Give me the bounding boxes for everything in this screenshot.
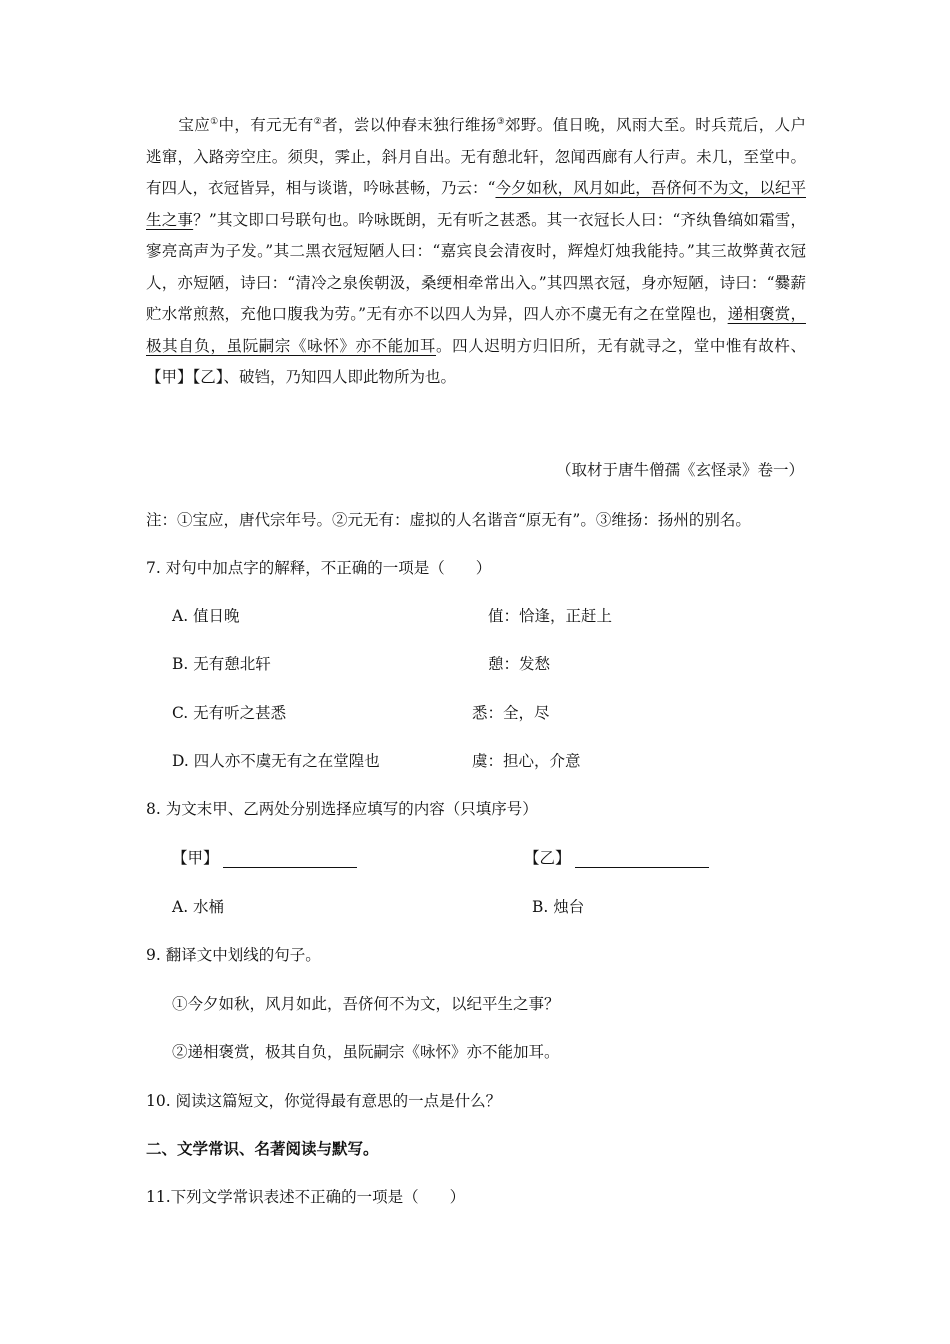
q7-option-d[interactable]: D. 四人亦不虞无有之在堂隍也 bbox=[172, 752, 380, 770]
question-11-stem: 11.下列文学常识表述不正确的一项是（ ） bbox=[146, 1188, 466, 1206]
annotation-note: 注：①宝应，唐代宗年号。②元无有：虚拟的人名谐音“原无有”。③维扬：扬州的别名。 bbox=[146, 511, 751, 529]
underlined-sentence-1: 今夕如秋，风月如此，吾侪何不为文，以纪平生之事 bbox=[146, 179, 806, 229]
q7-option-a-def: 值：恰逢，正赶上 bbox=[488, 607, 613, 625]
q8-yi-field[interactable] bbox=[524, 846, 709, 868]
q9-sentence-1: ①今夕如秋，风月如此，吾侪何不为文，以纪平生之事？ bbox=[172, 995, 560, 1013]
passage-text: 。四人迟明方归旧所，无有就寻之，堂中惟有故杵、【甲】【乙】、破铛，乃知四人即此物所为也。 bbox=[146, 336, 806, 386]
underlined-sentence-2: 递相褒赏，极其自负，虽阮嗣宗《咏怀》亦不能加耳 bbox=[146, 305, 806, 355]
q9-sentence-2: ②递相褒赏，极其自负，虽阮嗣宗《咏怀》亦不能加耳。 bbox=[172, 1043, 560, 1061]
q7-option-b[interactable]: B. 无有憩北轩 bbox=[172, 655, 271, 673]
passage-text: 者，尝以仲春末独行维扬 bbox=[322, 116, 497, 134]
q8-jia-blank[interactable] bbox=[223, 851, 357, 868]
passage bbox=[146, 110, 806, 394]
passage-text: 宝应 bbox=[178, 116, 211, 134]
question-8-stem: 8. 为文末甲、乙两处分别选择应填写的内容（只填序号） bbox=[146, 800, 538, 818]
q8-option-a[interactable]: A. 水桶 bbox=[172, 898, 225, 916]
q8-yi-blank[interactable] bbox=[575, 851, 709, 868]
question-9-stem: 9. 翻译文中划线的句子。 bbox=[146, 946, 321, 964]
footnote-marker: ③ bbox=[496, 116, 505, 127]
q8-jia-label: 【甲】 bbox=[172, 849, 219, 867]
passage-text: 中，有元无有 bbox=[218, 116, 314, 134]
passage-text: ？”其文即口号联句也。吟咏既朗，无有听之甚悉。其一衣冠长人曰：“齐纨鲁缟如霜雪，寥亮高声为子发。”其二黑衣冠短陋人曰：“嘉宾良会清夜时，辉煌灯烛我能持。”其三故弊黄衣冠人，亦短陋，诗曰：“清冷之泉俟朝汲，桑绠相牵常出入。”其四黑衣冠，身亦短陋，诗曰：“爨薪贮水常煎熬，充他口腹我为劳。”无有亦不以四人为异，四人亦不虞无有之在堂隍也， bbox=[146, 210, 806, 323]
question-7-stem: 7. 对句中加点字的解释，不正确的一项是（ ） bbox=[146, 559, 492, 577]
q8-option-b[interactable]: B. 烛台 bbox=[532, 898, 585, 916]
source-citation: （取材于唐牛僧孺《玄怪录》卷一） bbox=[555, 461, 804, 479]
q7-option-b-def: 憩：发愁 bbox=[488, 655, 551, 673]
q8-yi-label: 【乙】 bbox=[524, 849, 571, 867]
q8-jia-field[interactable] bbox=[172, 846, 357, 868]
q7-option-c-def: 悉：全，尽 bbox=[472, 704, 550, 722]
footnote-marker: ① bbox=[210, 116, 219, 127]
q7-option-c[interactable]: C. 无有听之甚悉 bbox=[172, 704, 287, 722]
q7-option-a[interactable]: A. 值日晚 bbox=[172, 607, 240, 625]
passage-text: 郊野。值日晚，风雨大至。时兵荒后，人户逃窜，入路旁空庄。须臾，霁止，斜月自出。无有憩北轩，忽闻西廊有人行声。未几，至堂中。有四人，衣冠皆异，相与谈谐，吟咏甚畅，乃云：“ bbox=[146, 116, 806, 197]
q7-option-d-def: 虞：担心，介意 bbox=[472, 752, 581, 770]
section-2-heading: 二、文学常识、名著阅读与默写。 bbox=[146, 1139, 379, 1158]
question-10-stem: 10. 阅读这篇短文，你觉得最有意思的一点是什么？ bbox=[146, 1092, 502, 1110]
footnote-marker: ② bbox=[313, 116, 323, 127]
